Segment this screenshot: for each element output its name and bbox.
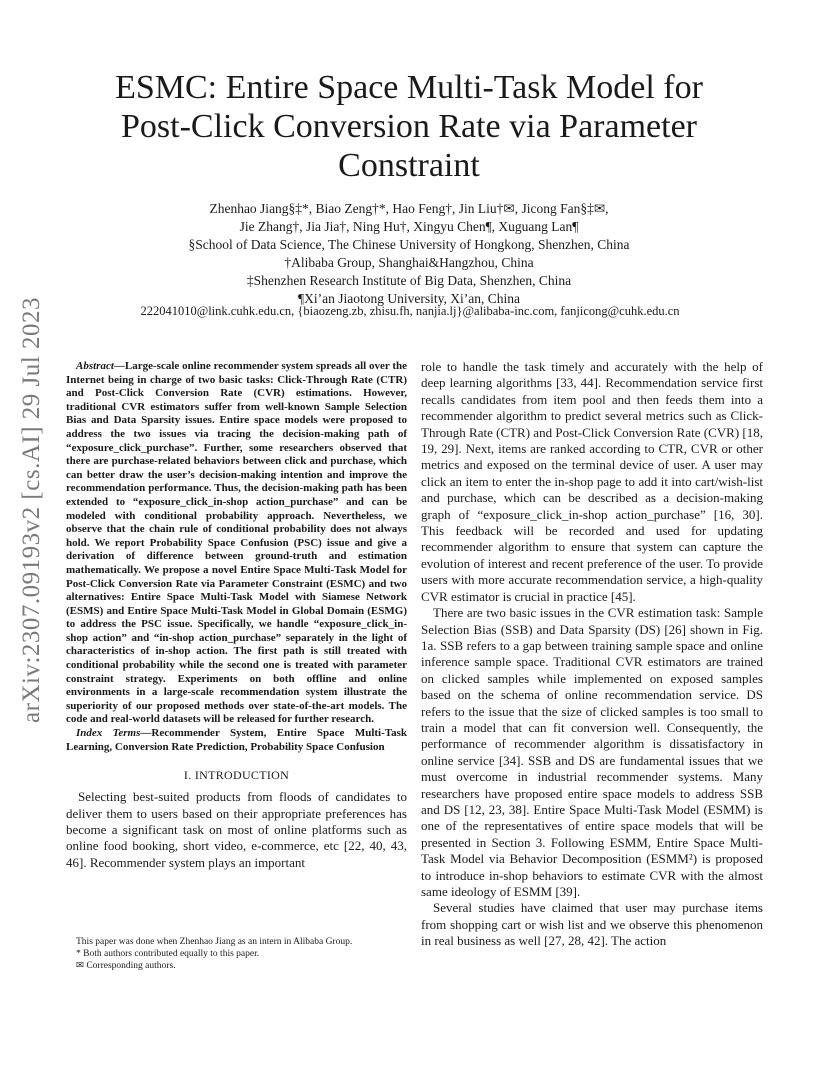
intro-paragraph-2: role to handle the task timely and accurately with the help of deep learning algorithms [33, 44]. Recommendation service first recalls candidates from item pool and then feeds them into a recommender algorithm to predict several metrics such as Click-Through Rate (CTR) and Post-Click Conversion Rate (CVR) [18, 19, 29]. Next, items are ranked according to CTR, CVR or other metrics and exposed on the terminal device of user. A user may click an item to enter the in-shop page to add it into cart/wish-list and purchase, which can be described as a decision-making graph of “exposure_click_in-shop action_purchase” [16, 30]. This feedback will be recorded and used for updating recommender algorithm to ensure that system can capture the evolution of interest and recent preference of the user. To provide users with more accurate recommendation service, a high-quality CVR estimator is crucial in practice [45]. <box>421 359 763 604</box>
right-column <box>421 359 763 950</box>
abstract-text: —Large-scale online recommender system spreads all over the Internet being in charge of two basic tasks: Click-Through Rate (CTR) and Post-Click Conversion Rate (CVR) estimations. However, traditional CVR estimators suffer from well-known Sample Selection Bias and Data Sparsity issues. Entire space models were proposed to address the two issues via tracing the decision-making path of “exposure_click_purchase”. Further, some researchers observed that there are purchase-related behaviors between click and purchase, which can better draw the user’s decision-making intention and improve the recommendation performance. Thus, the decision-making path has been extended to “exposure_click_in-shop action_purchase” and can be modeled with conditional probability approach. Nevertheless, we observe that the chain rule of conditional probability does not always hold. We report Probability Space Confusion (PSC) issue and give a derivation of difference between ground-truth and estimation mathematically. We propose a novel Entire Space Multi-Task Model for Post-Click Conversion Rate via Parameter Constraint (ESMC) and two alternatives: Entire Space Multi-Task Model with Siamese Network (ESMS) and Entire Space Multi-Task Model in Global Domain (ESMG) to address the PSC issue. Specifically, we handle “exposure_click_in-shop action” and “in-shop action_purchase” separately in the light of characteristics of in-shop action. The first path is still treated with conditional probability while the second one is treated with parameter constraint strategy. Experiments on both offline and online environments in a large-scale recommendation system illustrate the superiority of our proposed methods over state-of-the-art models. The code and real-world datasets will be released for further research. <box>66 360 407 726</box>
footnote-equal-contribution: * Both authors contributed equally to this paper. <box>76 949 260 959</box>
arxiv-identifier: arXiv:2307.09193v2 [cs.AI] 29 Jul 2023 <box>18 297 45 723</box>
index-terms-lead: Index Terms <box>76 727 141 740</box>
affiliation-alibaba: †Alibaba Group, Shanghai&Hangzhou, China <box>284 255 534 270</box>
footnote-corresponding: ✉ Corresponding authors. <box>76 961 176 971</box>
index-terms-text: —Recommender System, Entire Space Multi-Task Learning, Conversion Rate Prediction, Probability Space Confusion <box>66 727 407 753</box>
author-emails: 222041010@link.cuhk.edu.cn, {biaozeng.zb, zhisu.fh, nanjia.lj}@alibaba-inc.com, fanjicong@cuhk.edu.cn <box>140 304 680 318</box>
authors-line-2: Jie Zhang†, Jia Jia†, Ning Hu†, Xingyu Chen¶, Xuguang Lan¶ <box>239 219 579 234</box>
affiliation-xjtu: ¶Xi’an Jiaotong University, Xi’an, China <box>298 291 520 306</box>
arxiv-sidebar <box>8 297 56 723</box>
affiliation-sribd: ‡Shenzhen Research Institute of Big Data, Shenzhen, China <box>246 273 572 288</box>
abstract <box>66 360 407 727</box>
authors-line-1: Zhenhao Jiang§‡*, Biao Zeng†*, Hao Feng†, Jin Liu†✉, Jicong Fan§‡✉, <box>209 201 609 216</box>
footnotes <box>66 936 407 972</box>
intro-paragraph-4: Several studies have claimed that user may purchase items from shopping cart or wish list and we observe this phenomenon in real business as well [27, 28, 42]. The action <box>421 900 763 949</box>
intro-paragraph-1: Selecting best-suited products from floods of candidates to deliver them to users based on their appropriate preferences has become a significant task on most of online platforms such as online food booking, short video, e-commerce, etc [22, 40, 43, 46]. Recommender system plays an important <box>66 789 407 870</box>
intro-paragraph-3: There are two basic issues in the CVR estimation task: Sample Selection Bias (SSB) and Data Sparsity (DS) [26] shown in Fig. 1a. SSB refers to a gap between training sample space and online inference sample space. Traditional CVR estimators are trained on clicked samples while implemented on exposed samples based on the schema of online recommendation service. DS refers to the issue that the size of clicked samples is too small to train a model that can fit conversion well. Consequently, the performance of recommender algorithm is dissatisfactory in online service [34]. SSB and DS are fundamental issues that we must overcome in industrial recommender systems. Many researchers have proposed entire space models to address SSB and DS [12, 23, 38]. Entire Space Multi-Task Model (ESMM) is one of the representatives of entire space models that will be presented in Section 3. Following ESMM, Entire Space Multi-Task Model via Behavior Decomposition (ESMM²) is proposed to introduce in-shop behaviors to estimate CVR with the almost same ideology of ESMM [39]. <box>421 605 763 899</box>
index-terms <box>66 727 407 754</box>
section-heading-introduction: I. INTRODUCTION <box>183 768 290 783</box>
affiliation-cuhk: §School of Data Science, The Chinese University of Hongkong, Shenzhen, China <box>188 237 630 252</box>
author-block <box>90 200 728 308</box>
abstract-lead: Abstract <box>76 360 114 372</box>
footnote-intern: This paper was done when Zhenhao Jiang as an intern in Alibaba Group. <box>76 937 353 947</box>
left-column <box>66 360 407 871</box>
paper-title: ESMC: Entire Space Multi-Task Model for Post-Click Conversion Rate via Parameter Constraint <box>115 69 703 184</box>
